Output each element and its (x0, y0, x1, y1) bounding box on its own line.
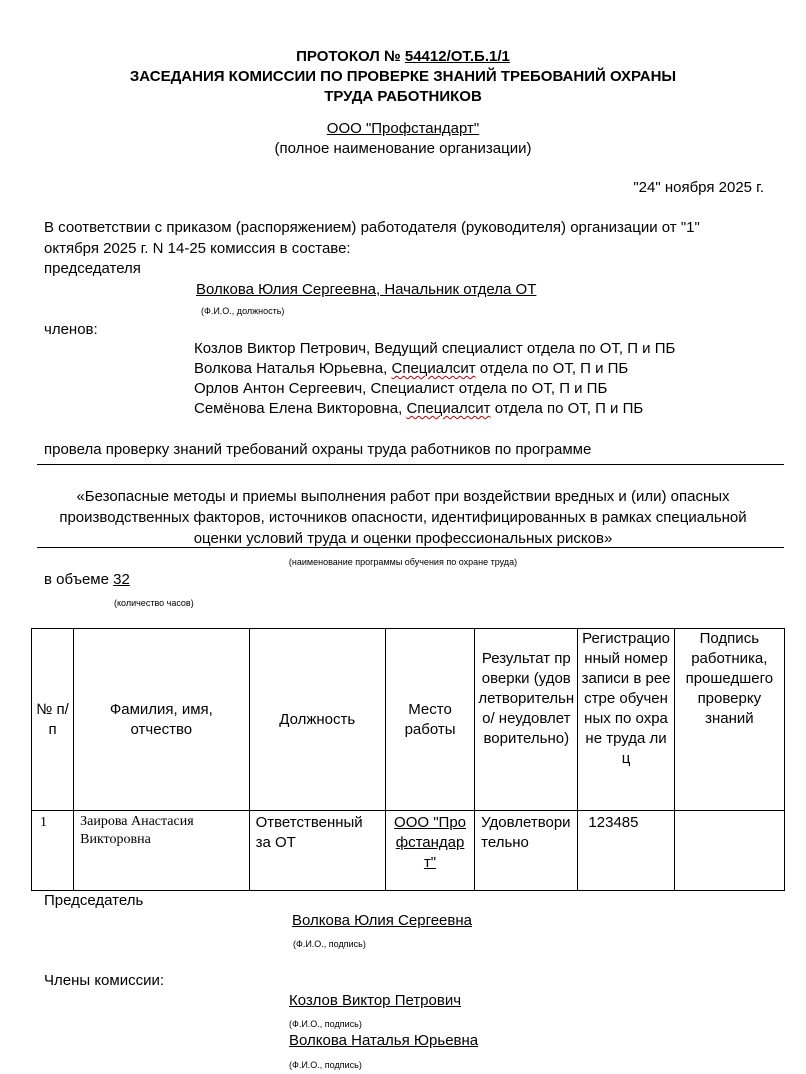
title-line-2: ЗАСЕДАНИЯ КОМИССИИ ПО ПРОВЕРКЕ ЗНАНИЙ ТРЕБОВАНИЙ ОХРАНЫ (129, 68, 677, 85)
cell-signature (674, 811, 784, 891)
member-role: Специалист отдела по ОТ, П и ПБ (370, 380, 608, 397)
chair-signature-caption: (Ф.И.О., подпись) (293, 939, 366, 949)
title-prefix: ПРОТОКОЛ № (296, 48, 405, 65)
header-workplace: Место работы (385, 629, 474, 811)
members-label: членов: (44, 321, 98, 338)
member-line (194, 339, 675, 359)
volume-label: в объеме (44, 571, 114, 588)
member-role: отдела по ОТ, П и ПБ (475, 360, 629, 377)
member-name: Козлов Виктор Петрович, (194, 340, 375, 357)
organization-name: ООО "Профстандарт" (326, 120, 480, 137)
chair-line (196, 280, 536, 300)
member-name: Орлов Антон Сергеевич, (194, 380, 371, 397)
chair-signature-label: Председатель (44, 892, 144, 909)
title-line-3: ТРУДА РАБОТНИКОВ (324, 88, 482, 105)
chair-value: Волкова Юлия Сергеевна, Начальник отдела ОТ (196, 281, 537, 298)
header-result: Результат проверки (удовлетворительно/ неудовлетворительно) (475, 629, 578, 811)
organization-caption: (полное наименование организации) (274, 140, 532, 157)
table-row (32, 811, 785, 891)
cell-workplace (385, 811, 474, 891)
cell-full-name: Заирова Анастасия Викторовна (74, 811, 249, 891)
header-position: Должность (249, 629, 385, 811)
intro-line-1: В соответствии с приказом (распоряжением) работодателя (руководителя) организации от "1" (44, 219, 700, 236)
protocol-date: "24" ноября 2025 г. (633, 179, 764, 196)
protocol-number: 54412/ОТ.Б.1/1 (404, 48, 510, 65)
member-name: Волкова Наталья Юрьевна, (194, 360, 392, 377)
header-signature: Подпись работника, прошедшего проверку знаний (674, 629, 784, 811)
cell-position: Ответственный за ОТ (249, 811, 385, 891)
member-role: Ведущий специалист отдела по ОТ, П и ПБ (374, 340, 676, 357)
member-signature-line (289, 991, 461, 1011)
volume-caption: (количество часов) (114, 598, 194, 608)
member-role-misspelled: Специалсит (406, 400, 491, 417)
cell-result: Удовлетворительно (475, 811, 578, 891)
divider-line (37, 547, 784, 548)
volume-line (44, 570, 130, 590)
header-full-name: Фамилия, имя, отчество (74, 629, 249, 811)
member-signature-caption: (Ф.И.О., подпись) (289, 1019, 362, 1029)
results-table (31, 628, 785, 891)
program-caption: (наименование программы обучения по охране труда) (288, 557, 518, 567)
member-line (194, 359, 628, 379)
member-signature-name: Козлов Виктор Петрович (289, 992, 462, 1009)
member-line (194, 379, 607, 399)
member-role: отдела по ОТ, П и ПБ (490, 400, 644, 417)
document-title (0, 47, 806, 67)
volume-hours: 32 (113, 571, 130, 588)
member-signature-caption: (Ф.И.О., подпись) (289, 1060, 362, 1070)
member-name: Семёнова Елена Викторовна, (194, 400, 407, 417)
organization-line (0, 119, 806, 139)
intro-line-2: октября 2025 г. N 14-25 комиссия в составе: (44, 240, 351, 257)
chair-label: председателя (44, 260, 141, 277)
member-signature-line (289, 1031, 478, 1051)
program-line-2: производственных факторов, источников опасности, идентифицированных в рамках специальной (59, 509, 747, 526)
header-number: № п/п (32, 629, 74, 811)
header-reg-number: Регистрационный номер записи в реестре обученных по охране труда лиц (578, 629, 674, 811)
member-line (194, 399, 643, 419)
chair-signature-name: Волкова Юлия Сергеевна (292, 912, 472, 929)
workplace-text: ООО "Профстандарт" (394, 814, 467, 871)
table-header-row (32, 629, 785, 811)
cell-reg-number: 123485 (578, 811, 674, 891)
program-intro: провела проверку знаний требований охраны труда работников по программе (44, 441, 592, 458)
program-line-3: оценки условий труда и оценки профессиональных рисков» (193, 530, 613, 547)
member-signature-name: Волкова Наталья Юрьевна (289, 1032, 479, 1049)
chair-signature-line (292, 911, 472, 931)
program-line-1: «Безопасные методы и приемы выполнения работ при воздействии вредных и (или) опасных (76, 488, 730, 505)
members-signature-label: Члены комиссии: (44, 972, 165, 989)
chair-caption: (Ф.И.О., должность) (201, 306, 285, 316)
member-role-misspelled: Специалсит (391, 360, 476, 377)
cell-number: 1 (32, 811, 74, 891)
divider-line (37, 464, 784, 465)
